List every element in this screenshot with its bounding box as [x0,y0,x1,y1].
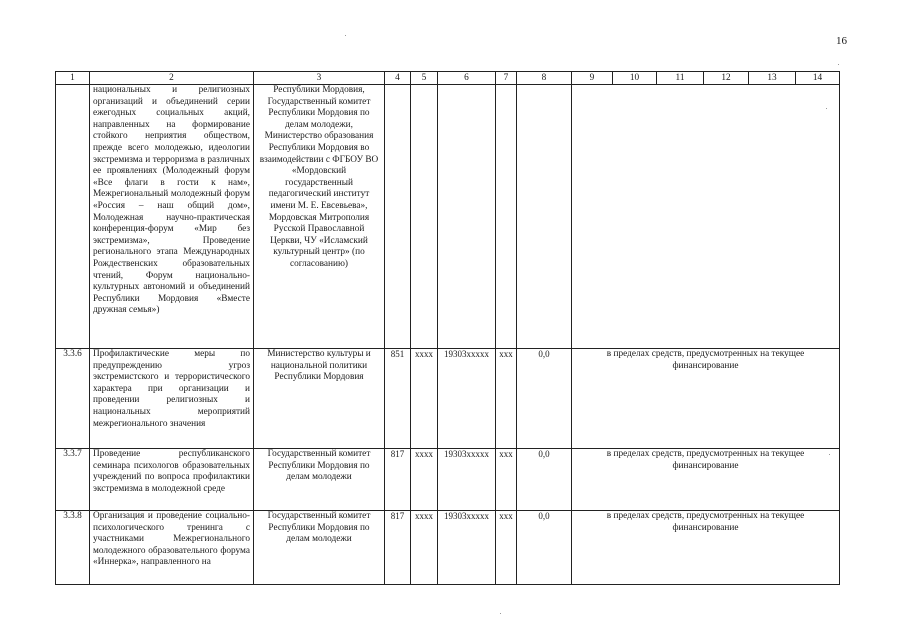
table-row [56,511,840,585]
header-cell-10: 10 [613,72,657,85]
scan-speck [345,35,346,36]
code-cell: ххх [496,349,517,449]
code-cell: 19303ххххх [438,449,496,511]
row-number-cell [56,85,90,349]
header-cell-2: 2 [90,72,254,85]
finance-note-cell: в пределах средств, предусмотренных на текущее финансирование [572,449,840,511]
program-table [55,71,840,585]
executor-cell: Государственный комитет Республики Мордовия по делам молодежи [254,511,385,585]
executor-cell: Государственный комитет Республики Мордовия по делам молодежи [254,449,385,511]
header-cell-13: 13 [749,72,796,85]
finance-note-cell: в пределах средств, предусмотренных на текущее финансирование [572,349,840,449]
amount-cell: 0,0 [517,349,572,449]
code-cell: ххх [496,449,517,511]
amount-cell: 0,0 [517,449,572,511]
description-cell: национальных и религиозных организаций и объединений серии ежегодных социальных акций, направленных на формирование стойкого неприятия обществом, прежде всего молодежью, идеологии экстремизма и терроризма в различных ее проявлениях (Молодежный форум «Все флаги в гости к нам», Межрегиональный молодежный форум «Россия – наш общий дом», Молодежная научно-практическая конференция-форум «Мир без экстремизма», Проведение регионального этапа Международных Рождественских образовательных чтений, Форум национально-культурных автономий и объединений Республики Мордовия «Вместе дружная семья») [90,85,254,349]
header-cell-6: 6 [438,72,496,85]
code-cell: хххх [411,449,438,511]
scan-speck [826,108,827,109]
row-number: 3.3.8 [56,511,90,585]
code-cell: 19303ххххх [438,511,496,585]
scan-speck [838,64,839,65]
description-cell: Проведение республиканского семинара психологов образовательных учреждений по вопроса профилактики экстремизма в молодежной среде [90,449,254,511]
scan-speck [829,454,830,455]
empty-cell [385,85,411,349]
empty-cell [517,85,572,349]
row-number: 3.3.6 [56,349,90,449]
code-cell: ххх [496,511,517,585]
executor-cell: Республики Мордовия, Государственный комитет Республики Мордовия по делам молодежи, Министерство образования Республики Мордовия во взаимодействии с ФГБОУ ВО «Мордовский государственный педагогический институт имени М. Е. Евсевьева», Мордовская Митрополия Русской Православной Церкви, ЧУ «Исламский культурный центр» (по согласованию) [254,85,385,349]
header-cell-9: 9 [572,72,613,85]
code-cell: 817 [385,449,411,511]
header-cell-1: 1 [56,72,90,85]
code-cell: 817 [385,511,411,585]
page-number: 16 [836,35,847,47]
header-cell-3: 3 [254,72,385,85]
executor-cell: Министерство культуры и национальной политики Республики Мордовия [254,349,385,449]
description-cell: Организация и проведение социально-психологического тренинга с участниками Межрегионального молодежного образовательного форума «Иннерка», направленного на [90,511,254,585]
header-cell-12: 12 [704,72,749,85]
header-row [56,72,840,85]
code-cell: хххх [411,511,438,585]
table-row [56,449,840,511]
header-cell-8: 8 [517,72,572,85]
row-number: 3.3.7 [56,449,90,511]
header-cell-4: 4 [385,72,411,85]
finance-note-cell: в пределах средств, предусмотренных на текущее финансирование [572,511,840,585]
empty-cell [438,85,496,349]
empty-cell [572,85,840,349]
code-cell: хххх [411,349,438,449]
header-cell-7: 7 [496,72,517,85]
header-cell-14: 14 [796,72,840,85]
code-cell: 851 [385,349,411,449]
amount-cell: 0,0 [517,511,572,585]
header-cell-5: 5 [411,72,438,85]
scan-speck [500,613,501,614]
header-cell-11: 11 [657,72,704,85]
empty-cell [496,85,517,349]
table-row-continuation [56,85,840,349]
description-cell: Профилактические меры по предупреждению угроз экстремистского и террористического характера при организации и проведении религиозных и национальных мероприятий межрегионального значения [90,349,254,449]
table-row [56,349,840,449]
empty-cell [411,85,438,349]
code-cell: 19303ххххх [438,349,496,449]
